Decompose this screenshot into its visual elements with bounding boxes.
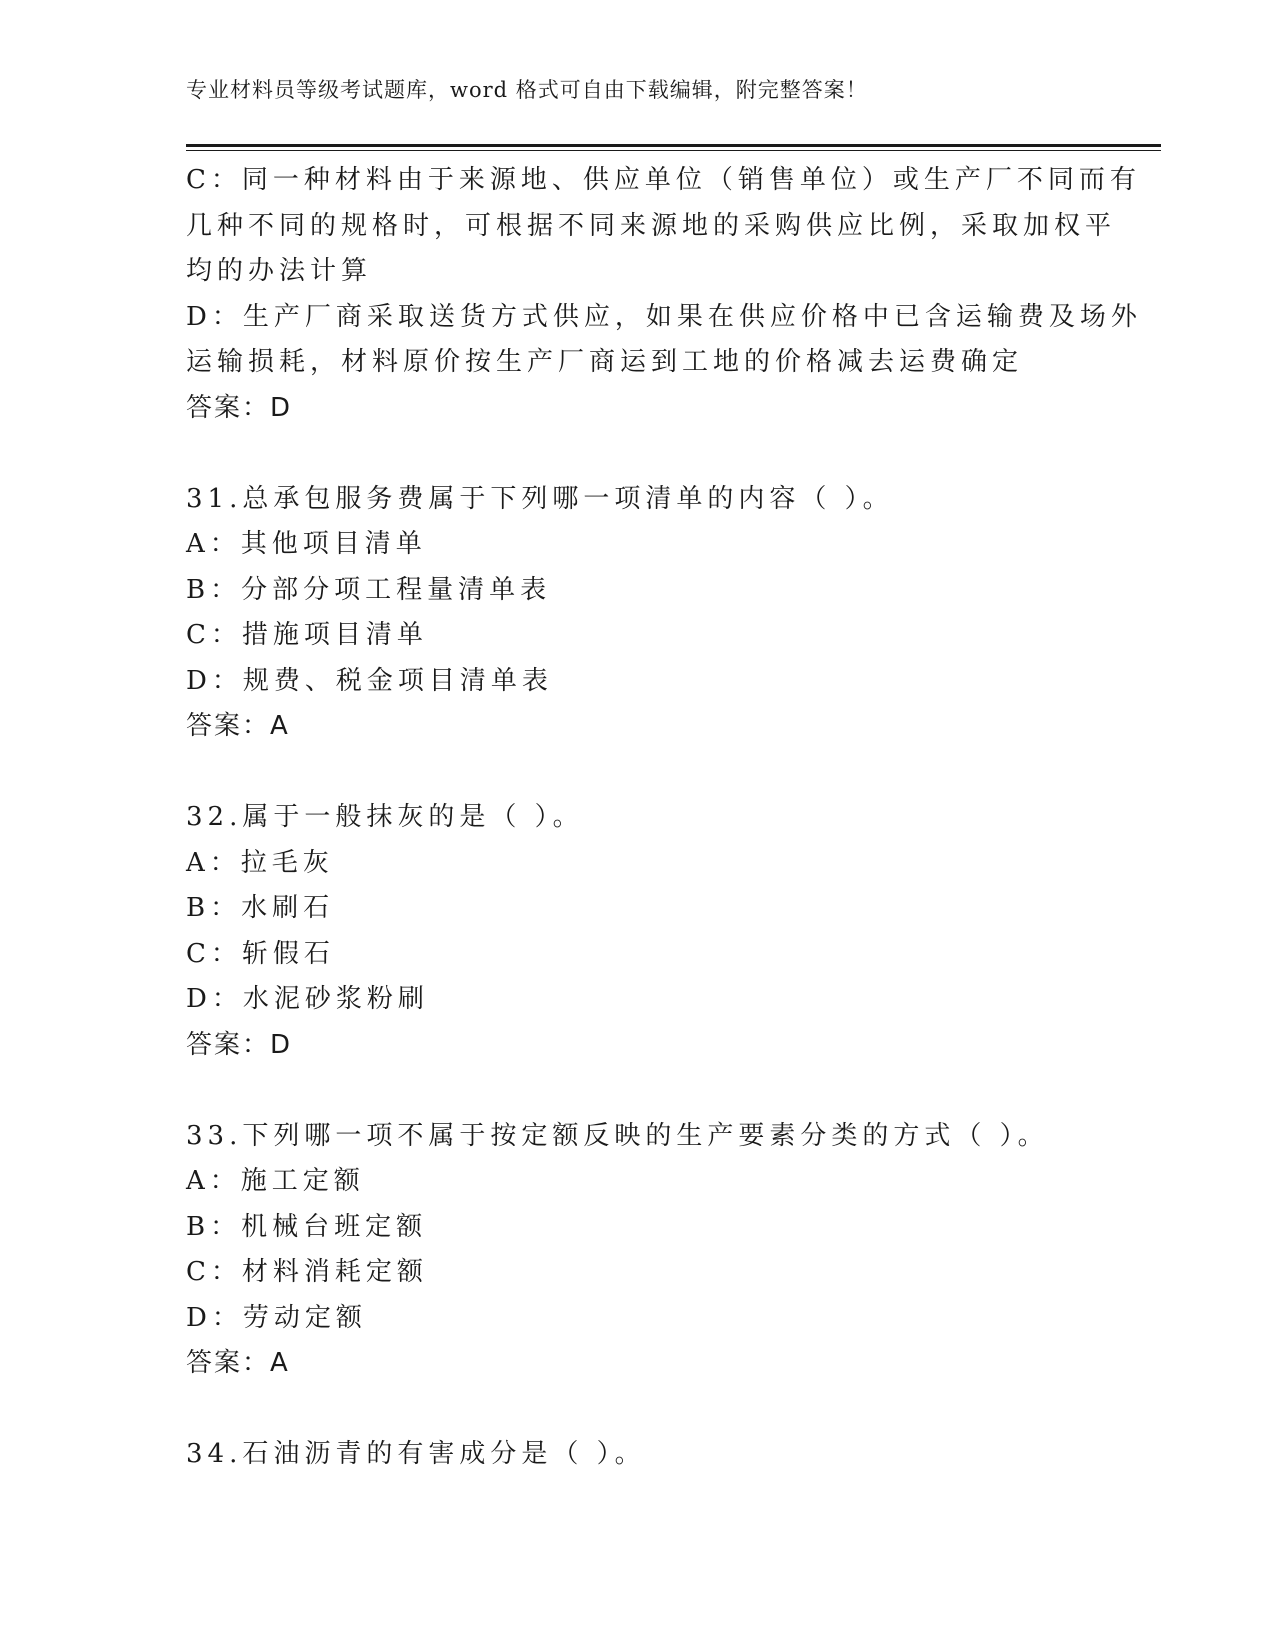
option-c-line: C：同一种材料由于来源地、供应单位（销售单位）或生产厂不同而有 — [186, 165, 1141, 195]
option-d-line: D：生产厂商采取送货方式供应，如果在供应价格中已含运输费及场外 — [186, 301, 1142, 332]
option-d: D：劳动定额 — [186, 1302, 367, 1333]
question-stem: 34.石油沥青的有害成分是（ ）。 — [186, 1439, 646, 1469]
option-b: B：分部分项工程量清单表 — [186, 574, 552, 605]
option-a: A：施工定额 — [186, 1166, 365, 1196]
option-c-line: 均的办法计算 — [186, 256, 373, 286]
spacer — [186, 1068, 1086, 1114]
question-33 — [186, 1114, 1086, 1387]
spacer — [186, 431, 1086, 477]
option-c: C：措施项目清单 — [186, 620, 428, 650]
option-c: C：斩假石 — [186, 938, 335, 969]
header-divider-thick — [186, 144, 1161, 147]
answer-line: 答案：D — [186, 392, 293, 423]
option-d: D：水泥砂浆粉刷 — [186, 984, 429, 1014]
option-b: B：水刷石 — [186, 893, 335, 923]
option-a: A：其他项目清单 — [186, 529, 427, 559]
option-d-line: 运输损耗，材料原价按生产厂商运到工地的价格减去运费确定 — [186, 347, 1024, 377]
question-stem: 31.总承包服务费属于下列哪一项清单的内容（ ）。 — [186, 483, 894, 514]
question-stem: 32.属于一般抹灰的是（ ）。 — [186, 802, 584, 832]
question-34 — [186, 1432, 1086, 1478]
carryover-block — [186, 158, 1142, 431]
question-32 — [186, 795, 1086, 1068]
page-header: 专业材料员等级考试题库，word 格式可自由下载编辑，附完整答案！ — [186, 78, 868, 102]
spacer — [186, 1387, 1086, 1433]
answer-line: 答案：D — [186, 1029, 293, 1060]
answer-line: 答案：A — [186, 711, 290, 741]
question-31 — [186, 477, 1086, 750]
answer-line: 答案：A — [186, 1348, 290, 1378]
option-c: C：材料消耗定额 — [186, 1257, 428, 1287]
option-b: B：机械台班定额 — [186, 1211, 428, 1242]
header-divider-thin — [186, 150, 1161, 151]
option-a: A：拉毛灰 — [186, 847, 334, 878]
question-stem: 33.下列哪一项不属于按定额反映的生产要素分类的方式（ ）。 — [186, 1120, 1049, 1151]
spacer — [186, 750, 1086, 796]
option-c-line: 几种不同的规格时，可根据不同来源地的采购供应比例，采取加权平 — [186, 210, 1117, 241]
question-content — [186, 158, 1142, 1478]
option-d: D：规费、税金项目清单表 — [186, 665, 553, 696]
